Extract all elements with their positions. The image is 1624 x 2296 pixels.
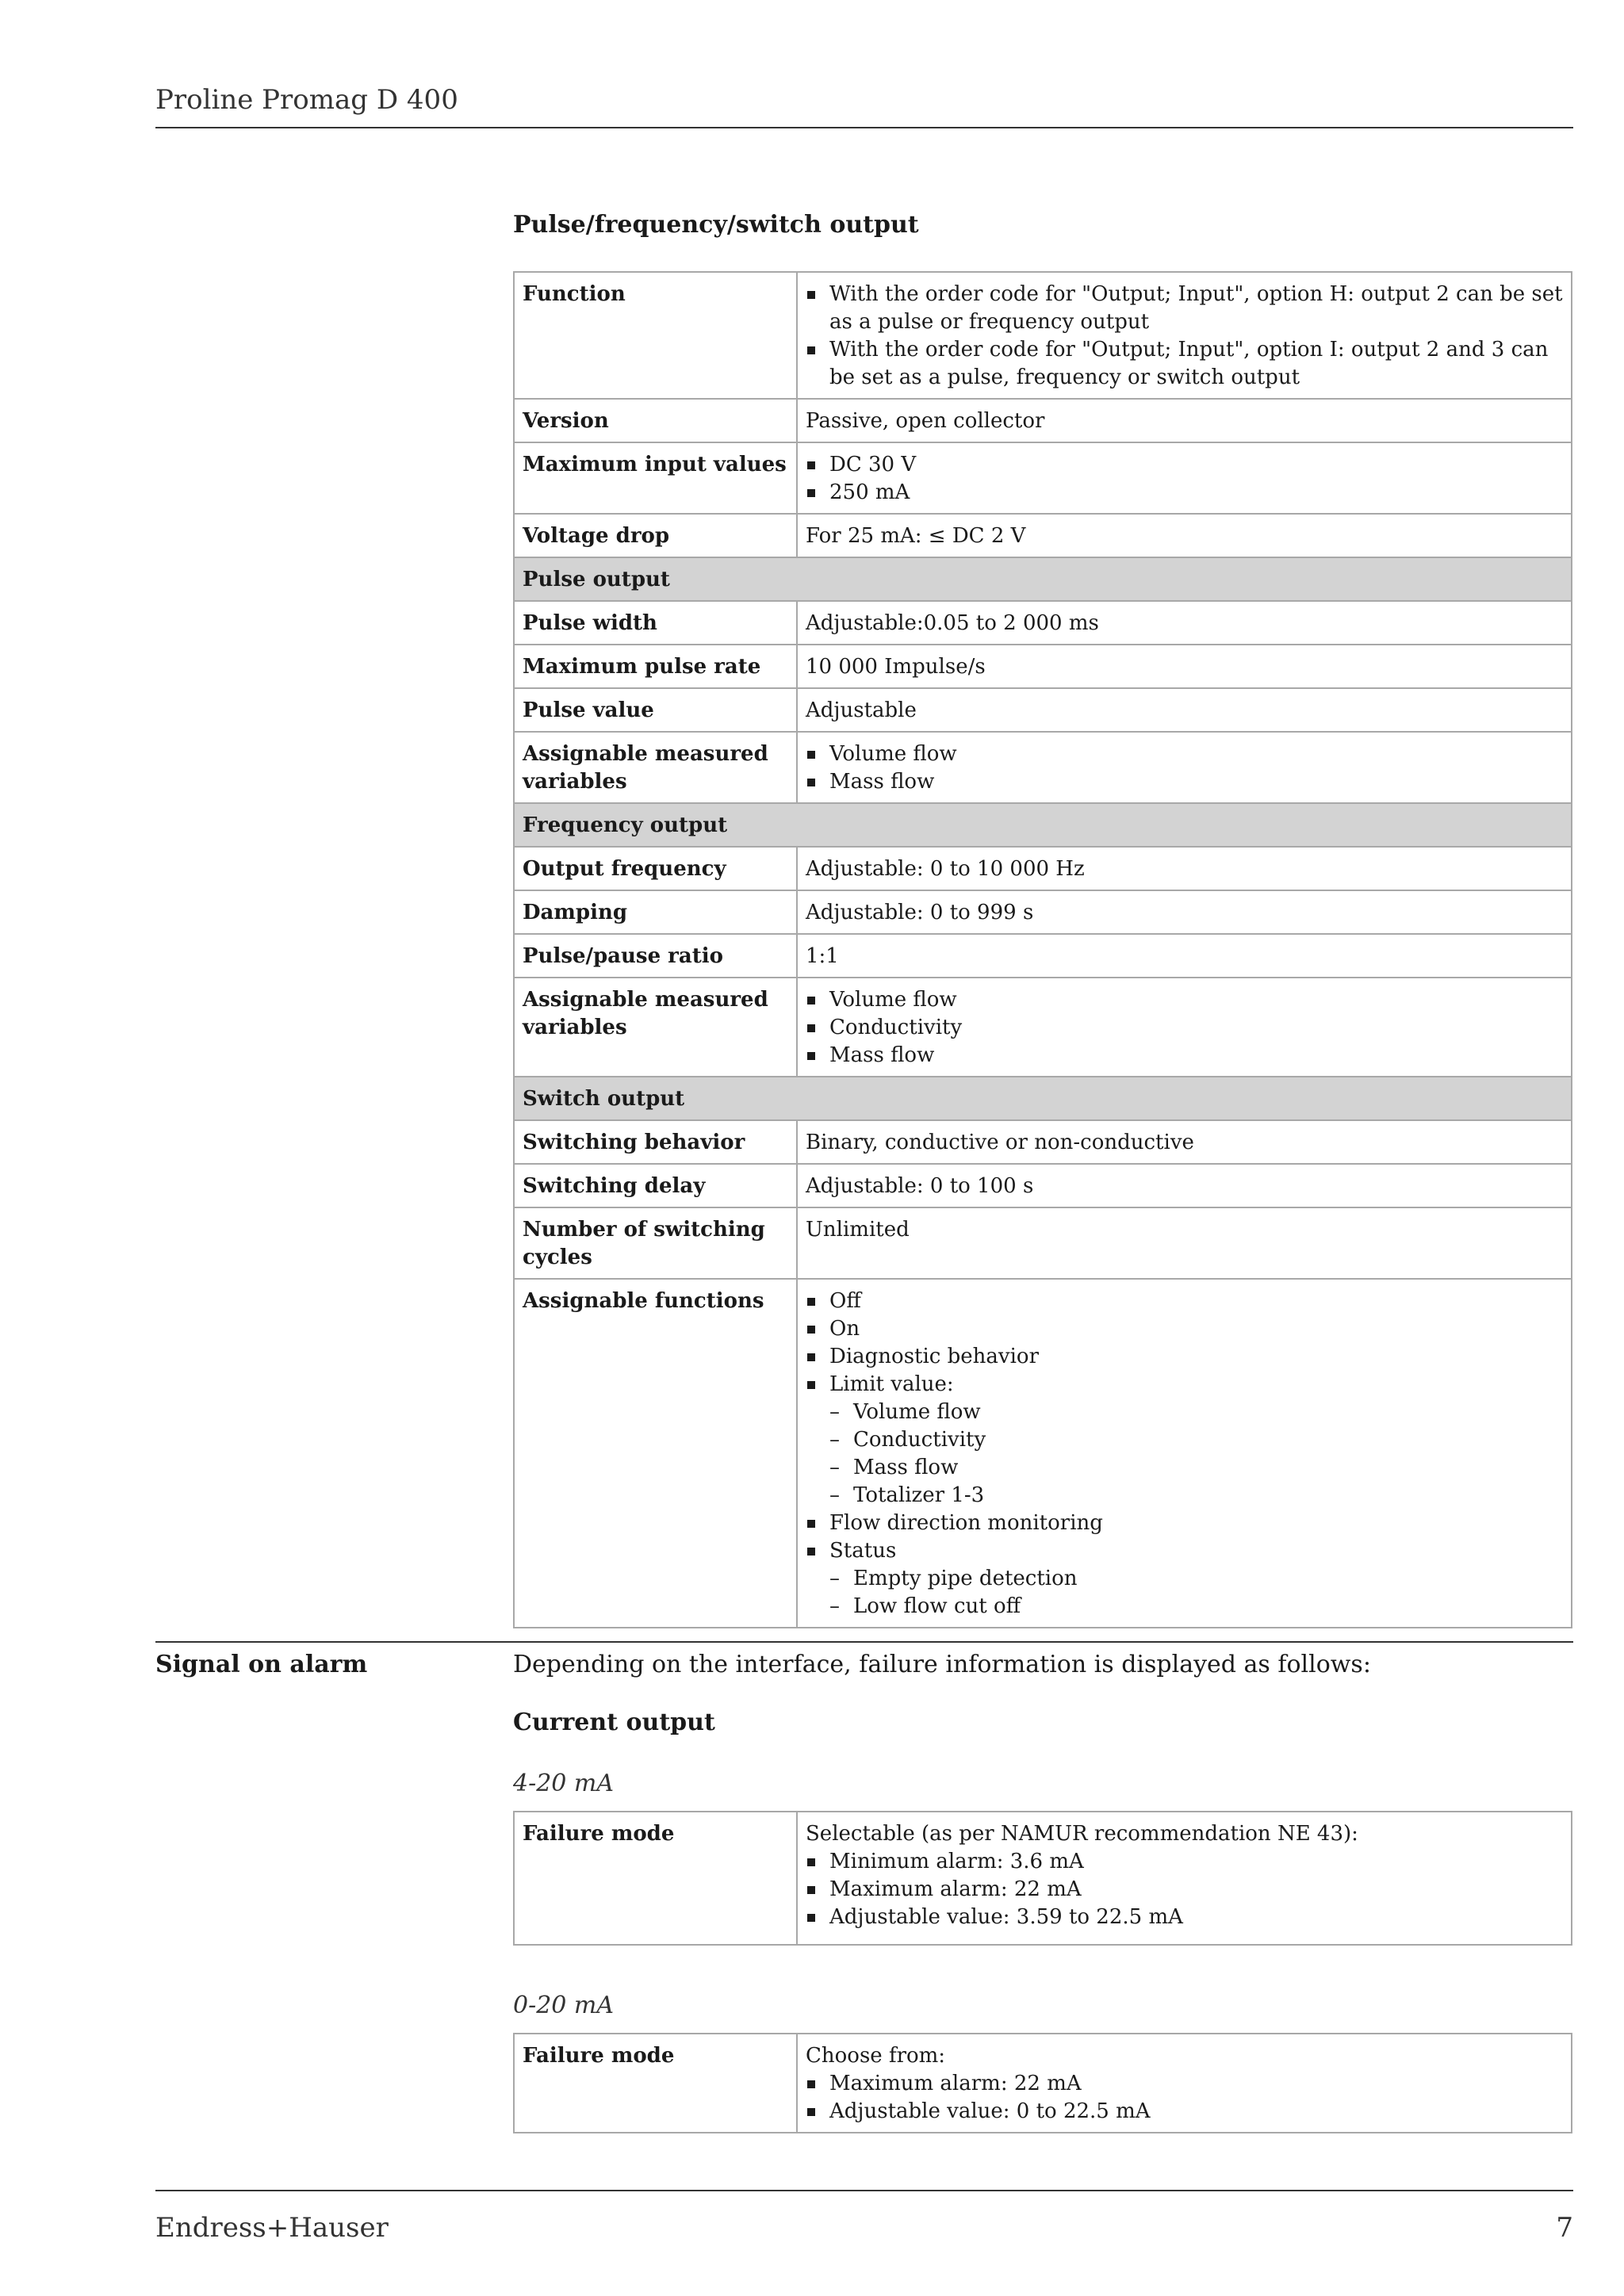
list-item: Minimum alarm: 3.6 mA <box>806 1848 1563 1876</box>
row-value: Binary, conductive or non-conductive <box>797 1120 1572 1164</box>
table-row <box>514 732 1572 803</box>
row-value <box>797 978 1572 1077</box>
row-key: Failure mode <box>514 2034 797 2133</box>
row-value <box>797 2034 1572 2133</box>
list-item: Status <box>806 1537 1563 1565</box>
table-row <box>514 442 1572 514</box>
row-key: Assignable functions <box>514 1279 797 1628</box>
failure-table-4-20 <box>513 1811 1572 1946</box>
row-value <box>797 1279 1572 1628</box>
list-item: Mass flow <box>806 1042 1563 1070</box>
row-value: Unlimited <box>797 1207 1572 1279</box>
failure-lead-text: Selectable (as per NAMUR recommendation NE 43): <box>806 1822 1358 1846</box>
list-item: Limit value: <box>806 1371 1563 1399</box>
row-value <box>797 1812 1572 1945</box>
table-row <box>514 978 1572 1077</box>
footer-page-number: 7 <box>1556 2212 1573 2244</box>
row-value <box>797 442 1572 514</box>
row-key: Switching delay <box>514 1164 797 1207</box>
list-item: Maximum alarm: 22 mA <box>806 1876 1563 1904</box>
table-row <box>514 1120 1572 1164</box>
group-header-label: Frequency output <box>514 803 1572 847</box>
footer-rule <box>155 2190 1573 2191</box>
table-row <box>514 645 1572 688</box>
row-key: Maximum pulse rate <box>514 645 797 688</box>
row-value: Adjustable:0.05 to 2 000 ms <box>797 601 1572 645</box>
table-row <box>514 688 1572 732</box>
row-value: Adjustable: 0 to 999 s <box>797 890 1572 934</box>
list-item: Adjustable value: 3.59 to 22.5 mA <box>806 1904 1563 1931</box>
group-header-label: Pulse output <box>514 557 1572 601</box>
row-key: Output frequency <box>514 847 797 890</box>
sub-list-item: – Empty pipe detection <box>806 1565 1563 1593</box>
list-item: Off <box>806 1288 1563 1315</box>
value-list <box>806 451 1563 507</box>
sub-list-item: – Volume flow <box>806 1399 1563 1426</box>
sub-list-item: – Low flow cut off <box>806 1593 1563 1621</box>
list-item: 250 mA <box>806 479 1563 507</box>
row-value: 10 000 Impulse/s <box>797 645 1572 688</box>
sub-list-item: – Conductivity <box>806 1426 1563 1454</box>
value-list <box>806 1288 1563 1621</box>
row-key: Pulse width <box>514 601 797 645</box>
list-item: Maximum alarm: 22 mA <box>806 2070 1563 2098</box>
row-key: Maximum input values <box>514 442 797 514</box>
table-row <box>514 2034 1572 2133</box>
failure-options-list <box>806 2070 1563 2126</box>
pulse-spec-table <box>513 271 1572 1628</box>
range-label-4-20: 4-20 mA <box>513 1770 615 1797</box>
table-row <box>514 272 1572 399</box>
group-header-row <box>514 803 1572 847</box>
row-value <box>797 732 1572 803</box>
list-item: Diagnostic behavior <box>806 1343 1563 1371</box>
list-item: With the order code for "Output; Input", option I: output 2 and 3 can be set as a pulse, frequency or switch output <box>806 336 1563 392</box>
footer-brand: Endress+Hauser <box>155 2212 389 2244</box>
table-row <box>514 934 1572 978</box>
table-row <box>514 1164 1572 1207</box>
row-key: Number of switching cycles <box>514 1207 797 1279</box>
document-header-title: Proline Promag D 400 <box>155 84 458 116</box>
row-value: Passive, open collector <box>797 399 1572 442</box>
list-item: Flow direction monitoring <box>806 1510 1563 1537</box>
signal-intro-text: Depending on the interface, failure information is displayed as follows: <box>513 1651 1371 1678</box>
range-label-0-20: 0-20 mA <box>513 1992 615 2019</box>
current-output-title: Current output <box>513 1709 715 1736</box>
row-key: Damping <box>514 890 797 934</box>
list-item: Adjustable value: 0 to 22.5 mA <box>806 2098 1563 2126</box>
row-key: Function <box>514 272 797 399</box>
row-key: Pulse value <box>514 688 797 732</box>
row-key: Assignable measured variables <box>514 732 797 803</box>
row-key: Voltage drop <box>514 514 797 557</box>
sub-list-item: – Mass flow <box>806 1454 1563 1482</box>
table-row <box>514 1279 1572 1628</box>
list-item: Conductivity <box>806 1014 1563 1042</box>
list-item: Mass flow <box>806 768 1563 796</box>
header-rule <box>155 127 1573 128</box>
value-list <box>806 281 1563 392</box>
row-value: 1:1 <box>797 934 1572 978</box>
row-value: Adjustable: 0 to 10 000 Hz <box>797 847 1572 890</box>
table-row <box>514 399 1572 442</box>
row-key: Assignable measured variables <box>514 978 797 1077</box>
sub-list-item: – Totalizer 1-3 <box>806 1482 1563 1510</box>
signal-on-alarm-label: Signal on alarm <box>155 1651 368 1678</box>
group-header-row <box>514 1077 1572 1120</box>
group-header-label: Switch output <box>514 1077 1572 1120</box>
row-value: Adjustable <box>797 688 1572 732</box>
table-row <box>514 847 1572 890</box>
table-row <box>514 1207 1572 1279</box>
failure-table-0-20 <box>513 2033 1572 2133</box>
list-item: DC 30 V <box>806 451 1563 479</box>
failure-lead-text: Choose from: <box>806 2044 946 2068</box>
row-key: Version <box>514 399 797 442</box>
section-title-pulse: Pulse/frequency/switch output <box>513 211 919 239</box>
list-item: With the order code for "Output; Input", option H: output 2 can be set as a pulse or frequency output <box>806 281 1563 336</box>
value-list <box>806 740 1563 796</box>
list-item: Volume flow <box>806 986 1563 1014</box>
row-value <box>797 272 1572 399</box>
table-row <box>514 514 1572 557</box>
row-key: Failure mode <box>514 1812 797 1945</box>
row-key: Switching behavior <box>514 1120 797 1164</box>
list-item: On <box>806 1315 1563 1343</box>
value-list <box>806 986 1563 1070</box>
table-row <box>514 601 1572 645</box>
section-rule-signal <box>155 1641 1573 1643</box>
row-key: Pulse/pause ratio <box>514 934 797 978</box>
table-row <box>514 890 1572 934</box>
failure-options-list <box>806 1848 1563 1931</box>
group-header-row <box>514 557 1572 601</box>
list-item: Volume flow <box>806 740 1563 768</box>
table-row <box>514 1812 1572 1945</box>
row-value: Adjustable: 0 to 100 s <box>797 1164 1572 1207</box>
row-value: For 25 mA: ≤ DC 2 V <box>797 514 1572 557</box>
